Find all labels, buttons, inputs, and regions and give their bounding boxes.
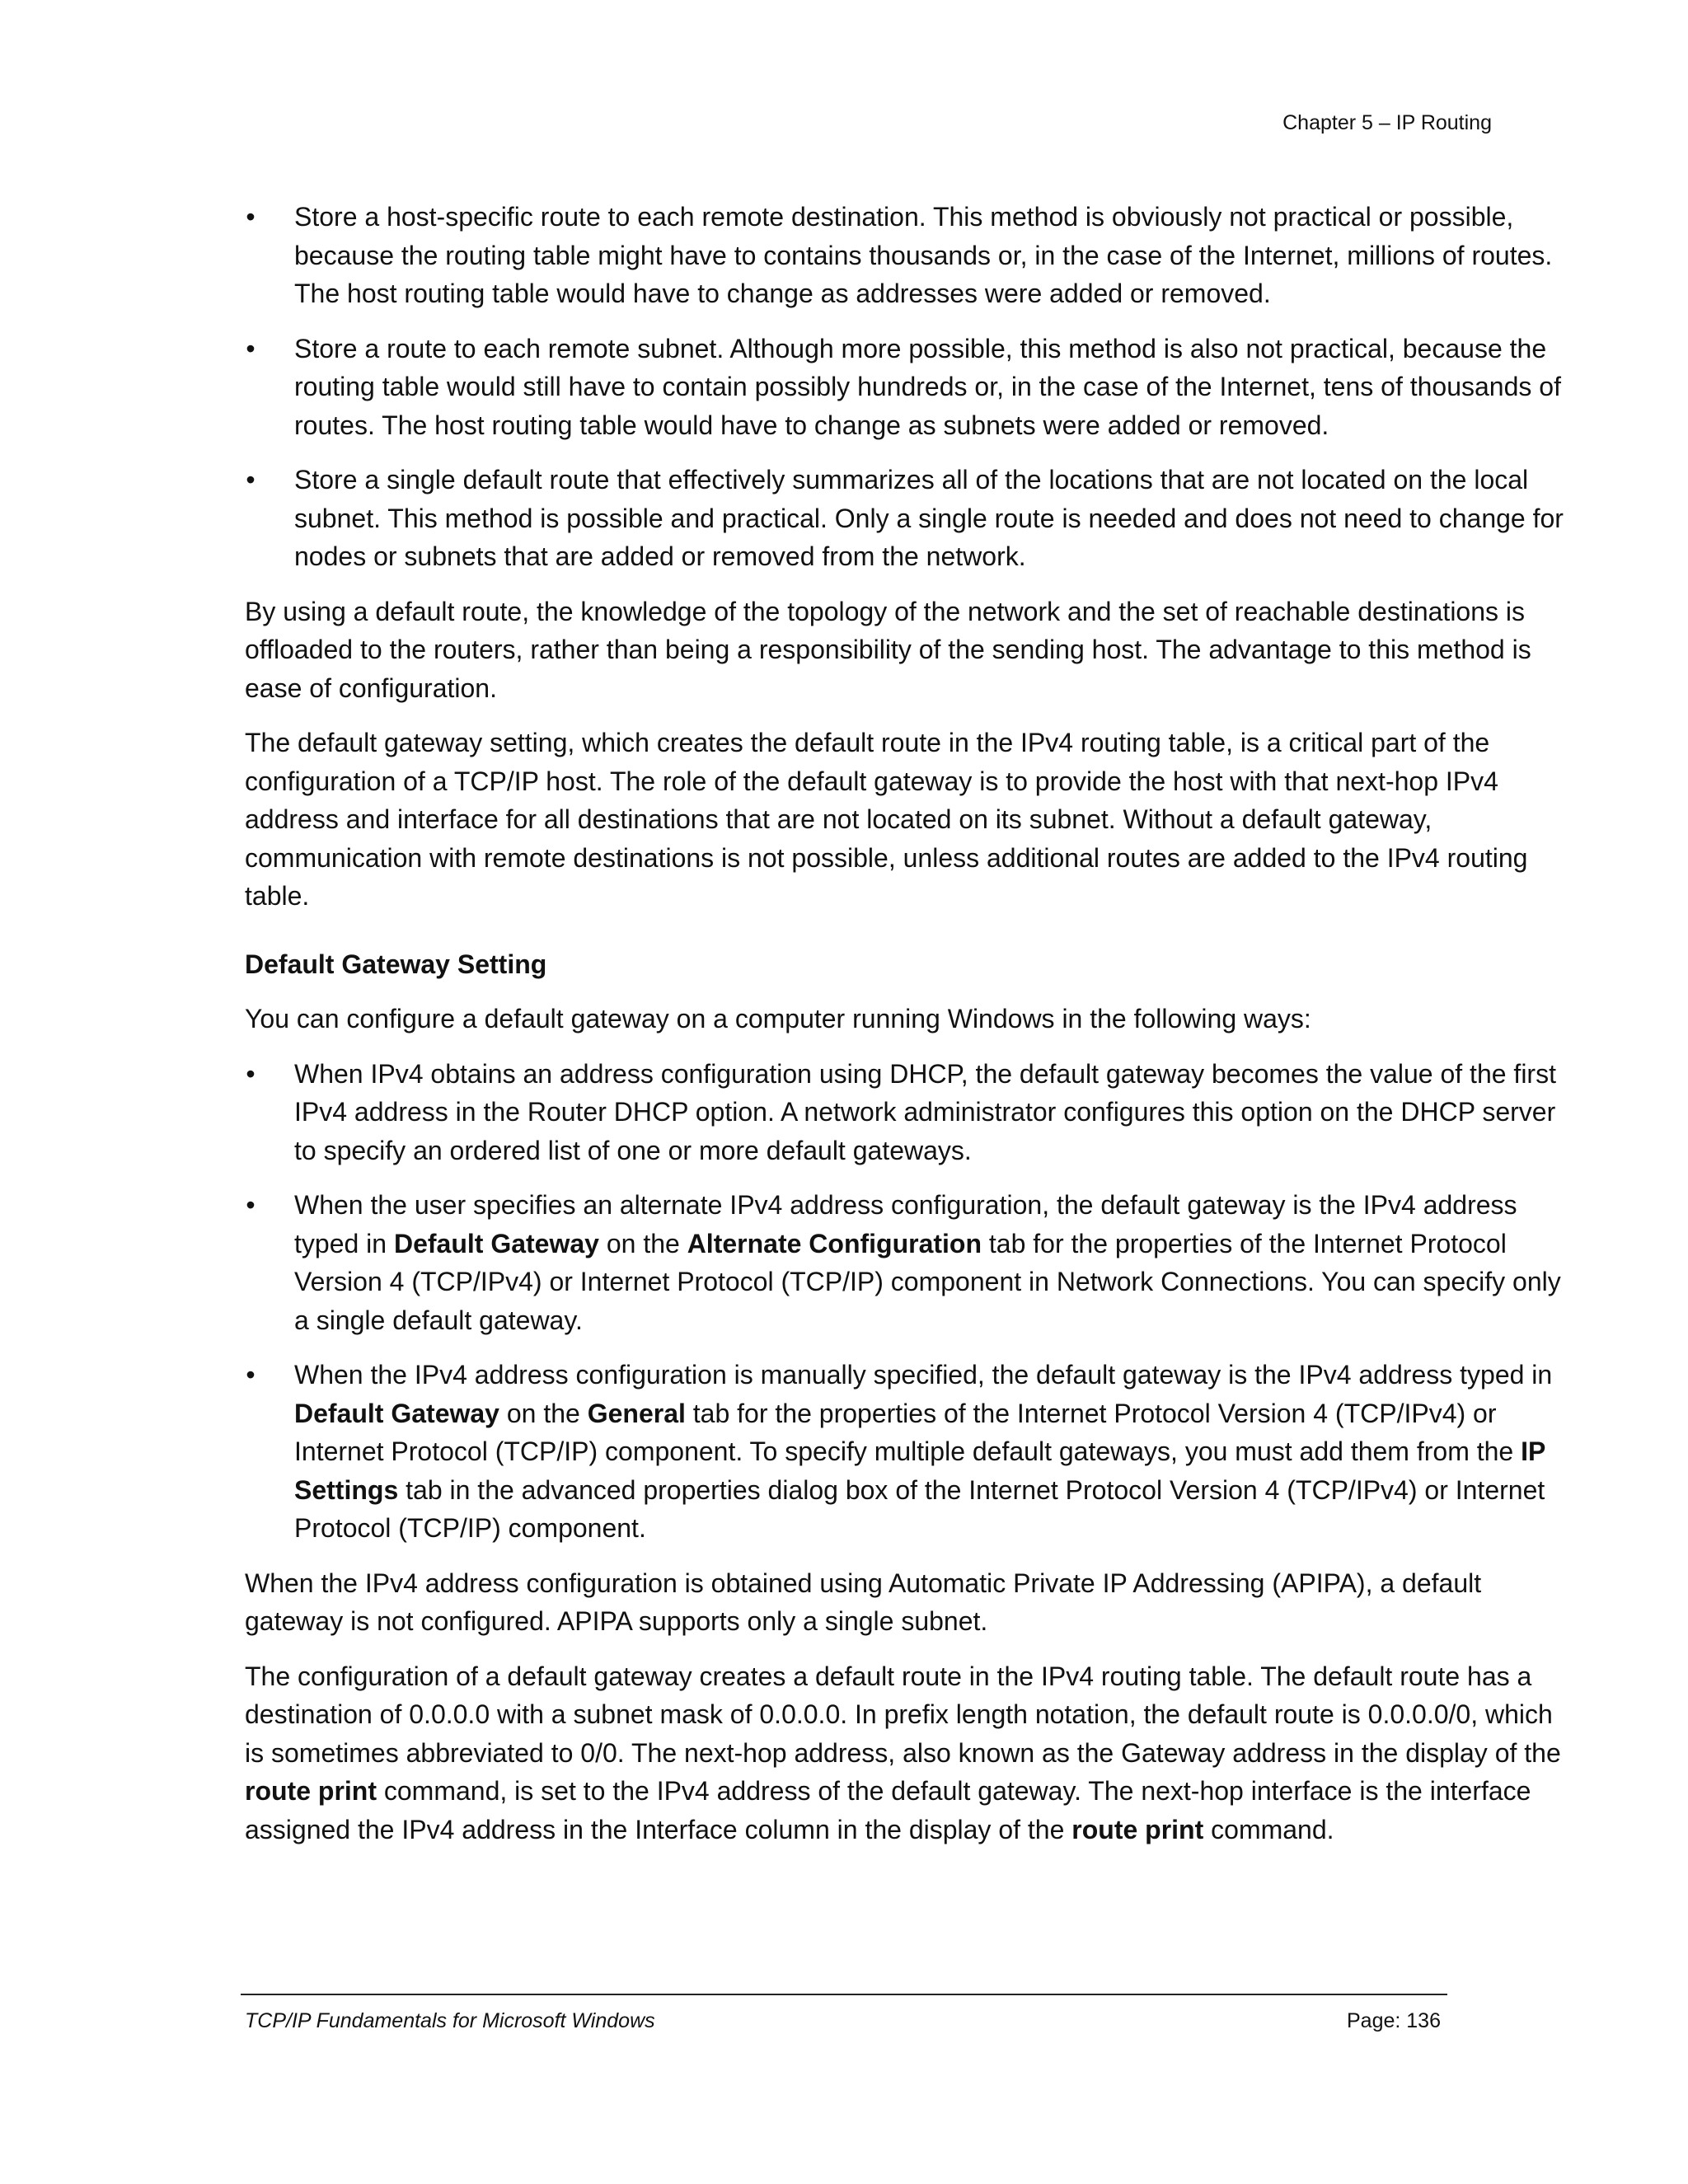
bullet-icon: •: [246, 1058, 256, 1089]
list-item: [245, 1356, 1564, 1548]
text-run: When the IPv4 address configuration is manually specified, the default gateway is the IPv4 address typed in: [294, 1360, 1553, 1390]
list-item-text: Store a route to each remote subnet. Although more possible, this method is also not practical, because the routing table would still have to contain possibly hundreds or, in the case of the Internet, tens of thousands of routes. The host routing table would have to change as subnets were added or removed.: [294, 333, 1561, 440]
list-item: [245, 330, 1564, 445]
ui-term: Default Gateway: [393, 1228, 599, 1258]
text-run: tab for the properties of the Internet Protocol Version 4 (TCP/IPv4) or Internet Protocol (TCP/IP) component in Network Connections. You can specify only a single default gateway.: [294, 1228, 1561, 1335]
list-item-text: Store a host-specific route to each remote destination. This method is obviously not practical or possible, because the routing table might have to contains thousands or, in the case of the Internet, millions of routes. The host routing table would have to change as addresses were added or removed.: [294, 202, 1553, 308]
command-name: route print: [1071, 1814, 1204, 1844]
bullet-icon: •: [246, 465, 256, 494]
text-run: tab for the properties of the Internet Protocol Version 4 (TCP/IPv4) or Internet Protocol (TCP/IP) component. To specify multiple default gateways, you must add them from the: [294, 1398, 1522, 1466]
command-name: route print: [245, 1776, 377, 1806]
list-item-text: [294, 1190, 1561, 1335]
ui-term: Default Gateway: [294, 1398, 499, 1428]
ui-term: General: [587, 1398, 686, 1428]
text-run: on the: [499, 1398, 588, 1428]
ui-term: Alternate Configuration: [687, 1228, 982, 1258]
list-item-text: Store a single default route that effectively summarizes all of the locations that are not located on the local subnet. This method is possible and practical. Only a single route is needed and does not need to change for nodes or subnets that are added or removed from the network.: [294, 465, 1564, 571]
text-run: on the: [598, 1228, 687, 1258]
section-heading: Default Gateway Setting: [245, 949, 547, 979]
routing-options-list: [245, 198, 1564, 576]
bullet-icon: •: [246, 1360, 256, 1390]
bullet-icon: •: [246, 333, 256, 363]
bullet-icon: •: [246, 202, 256, 232]
footer-book-title: TCP/IP Fundamentals for Microsoft Windows: [245, 2009, 655, 2032]
paragraph: You can configure a default gateway on a computer running Windows in the following ways:: [245, 1004, 1311, 1033]
text-run: command.: [1203, 1814, 1334, 1844]
gateway-config-list: [245, 1055, 1564, 1548]
page-body: [245, 198, 1564, 1865]
list-item-text: When IPv4 obtains an address configuration using DHCP, the default gateway becomes the value of the first IPv4 address in the Router DHCP option. A network administrator configures this option on the DHCP server to specify an ordered list of one or more default gateways.: [294, 1058, 1556, 1165]
ui-term: IP Settings: [294, 1436, 1545, 1505]
bullet-icon: •: [246, 1190, 256, 1220]
footer-divider: [241, 1994, 1447, 1995]
list-item: [245, 198, 1564, 313]
paragraph: The default gateway setting, which creates the default route in the IPv4 routing table, is a critical part of the configuration of a TCP/IP host. The role of the default gateway is to provide the host with that next-hop IPv4 address and interface for all destinations that are not located on its subnet. Without a default gateway, communication with remote destinations is not possible, unless additional routes are added to the IPv4 routing table.: [245, 728, 1528, 911]
list-item-text: [294, 1360, 1552, 1543]
list-item: [245, 1186, 1564, 1339]
paragraph: By using a default route, the knowledge of the topology of the network and the set of reachable destinations is offloaded to the routers, rather than being a responsibility of the sending host. The advantage to this method is ease of configuration.: [245, 596, 1531, 703]
text-run: tab in the advanced properties dialog box of the Internet Protocol Version 4 (TCP/IPv4) or Internet Protocol (TCP/IP) component.: [294, 1474, 1545, 1543]
text-run: When the user specifies an alternate IPv4 address configuration, the default gateway is the IPv4 address typed in: [294, 1190, 1517, 1258]
paragraph: When the IPv4 address configuration is obtained using Automatic Private IP Addressing (APIPA), a default gateway is not configured. APIPA supports only a single subnet.: [245, 1568, 1482, 1636]
text-run: command, is set to the IPv4 address of the default gateway. The next-hop interface is the interface assigned the IPv4 address in the Interface column in the display of the: [245, 1776, 1531, 1844]
running-head: Chapter 5 – IP Routing: [1282, 111, 1492, 134]
footer-page-number: Page: 136: [1347, 2009, 1441, 2032]
list-item: [245, 461, 1564, 576]
list-item: [245, 1055, 1564, 1170]
text-run: The configuration of a default gateway creates a default route in the IPv4 routing table. The default route has a destination of 0.0.0.0 with a subnet mask of 0.0.0.0. In prefix length notation, the default route is 0.0.0.0/0, which is sometimes abbreviated to 0/0. The next-hop address, also known as the Gateway address in the display of the: [245, 1661, 1561, 1768]
paragraph: [245, 1657, 1564, 1849]
